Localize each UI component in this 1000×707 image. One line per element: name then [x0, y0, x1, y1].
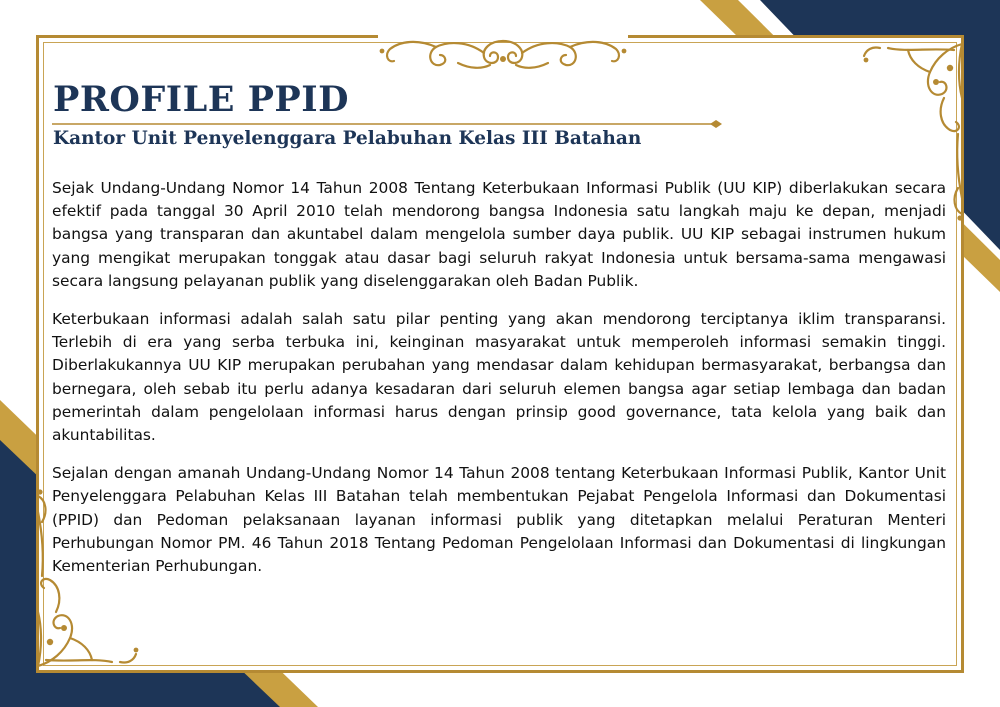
page-title: PROFILE PPID	[53, 79, 349, 120]
top-center-flourish-icon	[378, 33, 628, 75]
body-text	[52, 177, 946, 593]
paragraph-3: Sejalan dengan amanah Undang-Undang Nomor 14 Tahun 2008 tentang Keterbukaan Informasi Publik, Kantor Unit Penyelenggara Pelabuhan Kelas III Batahan telah membentukan Pejabat Pengelola Informasi dan Dokumentasi (PPID) dan Pedoman pelaksanaan layanan informasi publik yang ditetapkan melalui Peraturan Menteri Perhubungan Nomor PM. 46 Tahun 2018 Tentang Pedoman Pengelolaan Informasi dan Dokumentasi di lingkungan Kementerian Perhubungan.	[52, 464, 946, 576]
page-subtitle: Kantor Unit Penyelenggara Pelabuhan Kelas III Batahan	[53, 128, 642, 149]
paragraph-2: Keterbukaan informasi adalah salah satu pilar penting yang akan mendorong terciptanya iklim transparansi. Terlebih di era yang serba terbuka ini, keinginan masyarakat untuk memperoleh informasi semakin tinggi. Diberlakukannya UU KIP merupakan perubahan yang mendasar dalam kehidupan bermasyarakat, berbangsa dan bernegara, oleh sebab itu perlu adanya kesadaran dari seluruh elemen bangsa agar setiap lembaga dan badan pemerintah dalam pengelolaan informasi harus dengan prinsip good governance, tata kelola yang baik dan akuntabilitas.	[52, 310, 946, 445]
paragraph-1: Sejak Undang-Undang Nomor 14 Tahun 2008 Tentang Keterbukaan Informasi Publik (UU KIP) diberlakukan secara efektif pada tanggal 30 April 2010 telah mendorong bangsa Indonesia satu langkah maju ke depan, menjadi bangsa yang transparan dan akuntabel dalam mengelola sumber daya publik. UU KIP sebagai instrumen hukum yang mengikat merupakan tonggak atau dasar bagi seluruh rakyat Indonesia untuk bersama-sama mengawasi secara langsung pelayanan publik yang diselenggarakan oleh Badan Publik.	[52, 179, 946, 290]
